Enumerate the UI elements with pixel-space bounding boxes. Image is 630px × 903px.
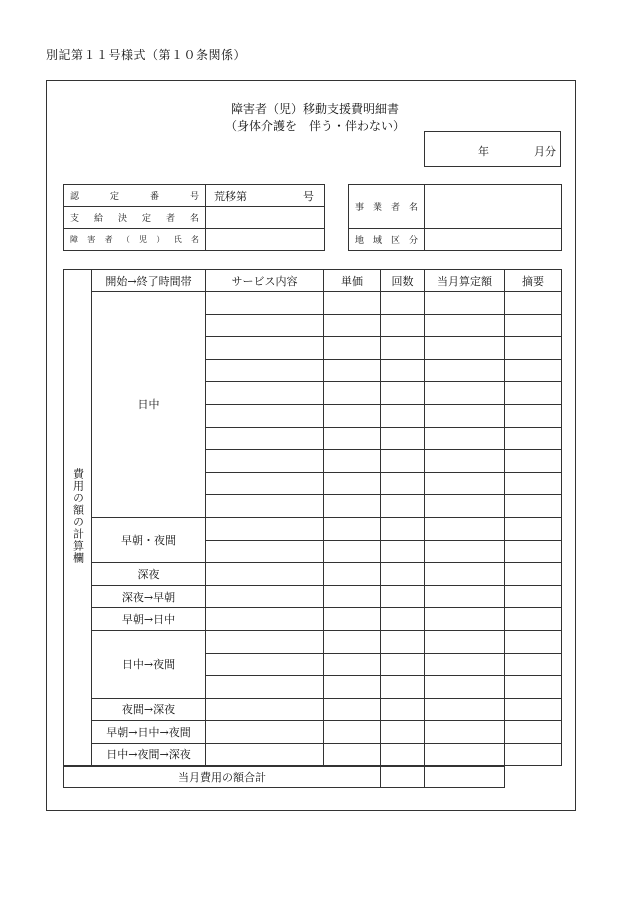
header-remarks: 摘要 bbox=[505, 270, 562, 292]
table-cell[interactable] bbox=[505, 314, 562, 337]
table-cell[interactable] bbox=[505, 653, 562, 676]
table-cell[interactable] bbox=[206, 563, 324, 586]
monthly-total-label: 当月費用の額合計 bbox=[64, 766, 381, 788]
table-cell[interactable] bbox=[425, 563, 505, 586]
payment-decision-label: 支 給 決 定 者 名 bbox=[64, 207, 206, 229]
time-band-daytime: 日中 bbox=[92, 292, 206, 518]
table-cell[interactable] bbox=[324, 743, 381, 766]
table-cell[interactable] bbox=[425, 337, 505, 360]
table-cell[interactable] bbox=[324, 517, 381, 540]
region-field[interactable] bbox=[425, 229, 562, 251]
table-cell[interactable] bbox=[206, 292, 324, 315]
time-band-early-day-night: 早朝→日中→夜間 bbox=[92, 721, 206, 744]
header-service: サービス内容 bbox=[206, 270, 324, 292]
table-cell[interactable] bbox=[381, 721, 425, 744]
table-cell[interactable] bbox=[206, 359, 324, 382]
table-cell[interactable] bbox=[425, 630, 505, 653]
table-cell[interactable] bbox=[381, 676, 425, 699]
table-cell[interactable] bbox=[505, 292, 562, 315]
table-cell[interactable] bbox=[324, 698, 381, 721]
table-cell[interactable] bbox=[206, 585, 324, 608]
table-cell[interactable] bbox=[206, 427, 324, 450]
table-cell[interactable] bbox=[505, 495, 562, 518]
form-caption: 別記第１１号様式（第１０条関係） bbox=[46, 48, 247, 62]
table-cell[interactable] bbox=[381, 540, 425, 563]
table-cell[interactable] bbox=[505, 721, 562, 744]
table-cell[interactable] bbox=[206, 314, 324, 337]
table-cell[interactable] bbox=[505, 698, 562, 721]
table-cell[interactable] bbox=[324, 721, 381, 744]
table-cell[interactable] bbox=[206, 450, 324, 473]
year-label: 年 bbox=[478, 145, 489, 158]
table-cell[interactable] bbox=[425, 404, 505, 427]
table-cell[interactable] bbox=[206, 653, 324, 676]
table-cell[interactable] bbox=[381, 472, 425, 495]
table-cell[interactable] bbox=[381, 495, 425, 518]
provider-info-table bbox=[348, 184, 562, 251]
table-cell[interactable] bbox=[381, 382, 425, 405]
section-label-cell bbox=[64, 270, 92, 766]
table-cell[interactable] bbox=[381, 630, 425, 653]
table-cell[interactable] bbox=[324, 472, 381, 495]
table-cell[interactable] bbox=[206, 698, 324, 721]
disabled-name-label: 障 害 者 （ 児 ） 氏 名 bbox=[64, 229, 206, 251]
table-cell[interactable] bbox=[425, 698, 505, 721]
table-cell[interactable] bbox=[425, 743, 505, 766]
table-cell[interactable] bbox=[425, 517, 505, 540]
table-cell[interactable] bbox=[425, 359, 505, 382]
table-cell[interactable] bbox=[206, 382, 324, 405]
table-cell[interactable] bbox=[324, 337, 381, 360]
provider-name-label: 事 業 者 名 bbox=[349, 185, 425, 229]
monthly-total-remarks[interactable] bbox=[425, 766, 505, 788]
table-cell[interactable] bbox=[381, 743, 425, 766]
table-cell[interactable] bbox=[381, 517, 425, 540]
table-cell[interactable] bbox=[381, 450, 425, 473]
table-cell[interactable] bbox=[324, 382, 381, 405]
table-cell[interactable] bbox=[425, 721, 505, 744]
table-cell[interactable] bbox=[505, 472, 562, 495]
table-cell[interactable] bbox=[505, 743, 562, 766]
time-band-day-night-late: 日中→夜間→深夜 bbox=[92, 743, 206, 766]
table-cell[interactable] bbox=[425, 292, 505, 315]
table-cell[interactable] bbox=[425, 450, 505, 473]
time-band-late-to-early: 深夜→早朝 bbox=[92, 585, 206, 608]
table-cell[interactable] bbox=[425, 540, 505, 563]
table-cell[interactable] bbox=[206, 472, 324, 495]
table-cell[interactable] bbox=[425, 585, 505, 608]
table-cell[interactable] bbox=[324, 563, 381, 586]
table-cell[interactable] bbox=[425, 653, 505, 676]
table-cell[interactable] bbox=[324, 404, 381, 427]
table-cell[interactable] bbox=[505, 540, 562, 563]
table-cell[interactable] bbox=[425, 495, 505, 518]
table-cell[interactable] bbox=[381, 427, 425, 450]
table-cell[interactable] bbox=[505, 585, 562, 608]
table-cell[interactable] bbox=[206, 495, 324, 518]
table-cell[interactable] bbox=[381, 653, 425, 676]
table-cell[interactable] bbox=[206, 540, 324, 563]
header-monthly-amount: 当月算定額 bbox=[425, 270, 505, 292]
provider-name-field[interactable] bbox=[425, 185, 562, 229]
table-cell[interactable] bbox=[505, 404, 562, 427]
table-cell[interactable] bbox=[206, 630, 324, 653]
table-cell[interactable] bbox=[206, 721, 324, 744]
disabled-name-field[interactable] bbox=[206, 229, 325, 251]
table-cell[interactable] bbox=[324, 427, 381, 450]
table-cell[interactable] bbox=[324, 292, 381, 315]
table-cell[interactable] bbox=[381, 585, 425, 608]
table-cell[interactable] bbox=[505, 563, 562, 586]
table-cell[interactable] bbox=[324, 653, 381, 676]
table-cell[interactable] bbox=[505, 337, 562, 360]
table-cell[interactable] bbox=[425, 472, 505, 495]
table-cell[interactable] bbox=[505, 382, 562, 405]
header-unit-price: 単価 bbox=[324, 270, 381, 292]
table-cell[interactable] bbox=[206, 676, 324, 699]
time-band-night-to-late: 夜間→深夜 bbox=[92, 698, 206, 721]
table-cell[interactable] bbox=[324, 608, 381, 631]
table-cell[interactable] bbox=[206, 608, 324, 631]
form-title: 障害者（児）移動支援費明細書 bbox=[230, 102, 399, 116]
table-cell[interactable] bbox=[324, 359, 381, 382]
table-cell[interactable] bbox=[381, 337, 425, 360]
payment-decision-field[interactable] bbox=[206, 207, 325, 229]
table-cell[interactable] bbox=[324, 314, 381, 337]
table-cell[interactable] bbox=[324, 495, 381, 518]
table-cell[interactable] bbox=[505, 676, 562, 699]
table-cell[interactable] bbox=[206, 743, 324, 766]
table-cell[interactable] bbox=[206, 404, 324, 427]
certification-number-field[interactable] bbox=[206, 185, 325, 207]
table-cell[interactable] bbox=[381, 698, 425, 721]
certification-number-label: 認 定 番 号 bbox=[64, 185, 206, 207]
table-cell[interactable] bbox=[505, 517, 562, 540]
header-time-band: 開始→終了時間帯 bbox=[92, 270, 206, 292]
table-cell[interactable] bbox=[425, 382, 505, 405]
table-cell[interactable] bbox=[381, 314, 425, 337]
time-band-early-to-day: 早朝→日中 bbox=[92, 608, 206, 631]
form-subtitle: （身体介護を 伴う・伴わない） bbox=[224, 119, 405, 133]
table-cell[interactable] bbox=[505, 359, 562, 382]
table-cell[interactable] bbox=[381, 563, 425, 586]
table-cell[interactable] bbox=[425, 427, 505, 450]
time-band-early-night: 早朝・夜間 bbox=[92, 517, 206, 562]
table-cell[interactable] bbox=[324, 676, 381, 699]
recipient-info-table bbox=[63, 184, 325, 251]
cost-calculation-table bbox=[63, 269, 562, 788]
table-cell[interactable] bbox=[381, 359, 425, 382]
time-band-day-to-night: 日中→夜間 bbox=[92, 630, 206, 698]
certification-suffix: 号 bbox=[303, 189, 314, 203]
table-cell[interactable] bbox=[381, 608, 425, 631]
monthly-total-amount[interactable] bbox=[381, 766, 425, 788]
table-cell[interactable] bbox=[425, 608, 505, 631]
table-cell[interactable] bbox=[381, 404, 425, 427]
section-label: 費用の額の計算欄 bbox=[71, 467, 85, 564]
table-cell[interactable] bbox=[505, 630, 562, 653]
header-count: 回数 bbox=[381, 270, 425, 292]
region-label: 地 域 区 分 bbox=[349, 229, 425, 251]
table-cell[interactable] bbox=[425, 314, 505, 337]
table-cell[interactable] bbox=[324, 630, 381, 653]
certification-prefix: 荒移第 bbox=[214, 189, 247, 203]
table-cell[interactable] bbox=[206, 517, 324, 540]
time-band-late-night: 深夜 bbox=[92, 563, 206, 586]
table-cell[interactable] bbox=[381, 292, 425, 315]
table-cell[interactable] bbox=[324, 540, 381, 563]
table-cell[interactable] bbox=[206, 337, 324, 360]
table-cell[interactable] bbox=[324, 585, 381, 608]
month-label: 月分 bbox=[534, 145, 556, 158]
table-cell[interactable] bbox=[425, 676, 505, 699]
table-cell[interactable] bbox=[505, 427, 562, 450]
table-cell[interactable] bbox=[505, 450, 562, 473]
table-cell[interactable] bbox=[324, 450, 381, 473]
table-cell[interactable] bbox=[505, 608, 562, 631]
